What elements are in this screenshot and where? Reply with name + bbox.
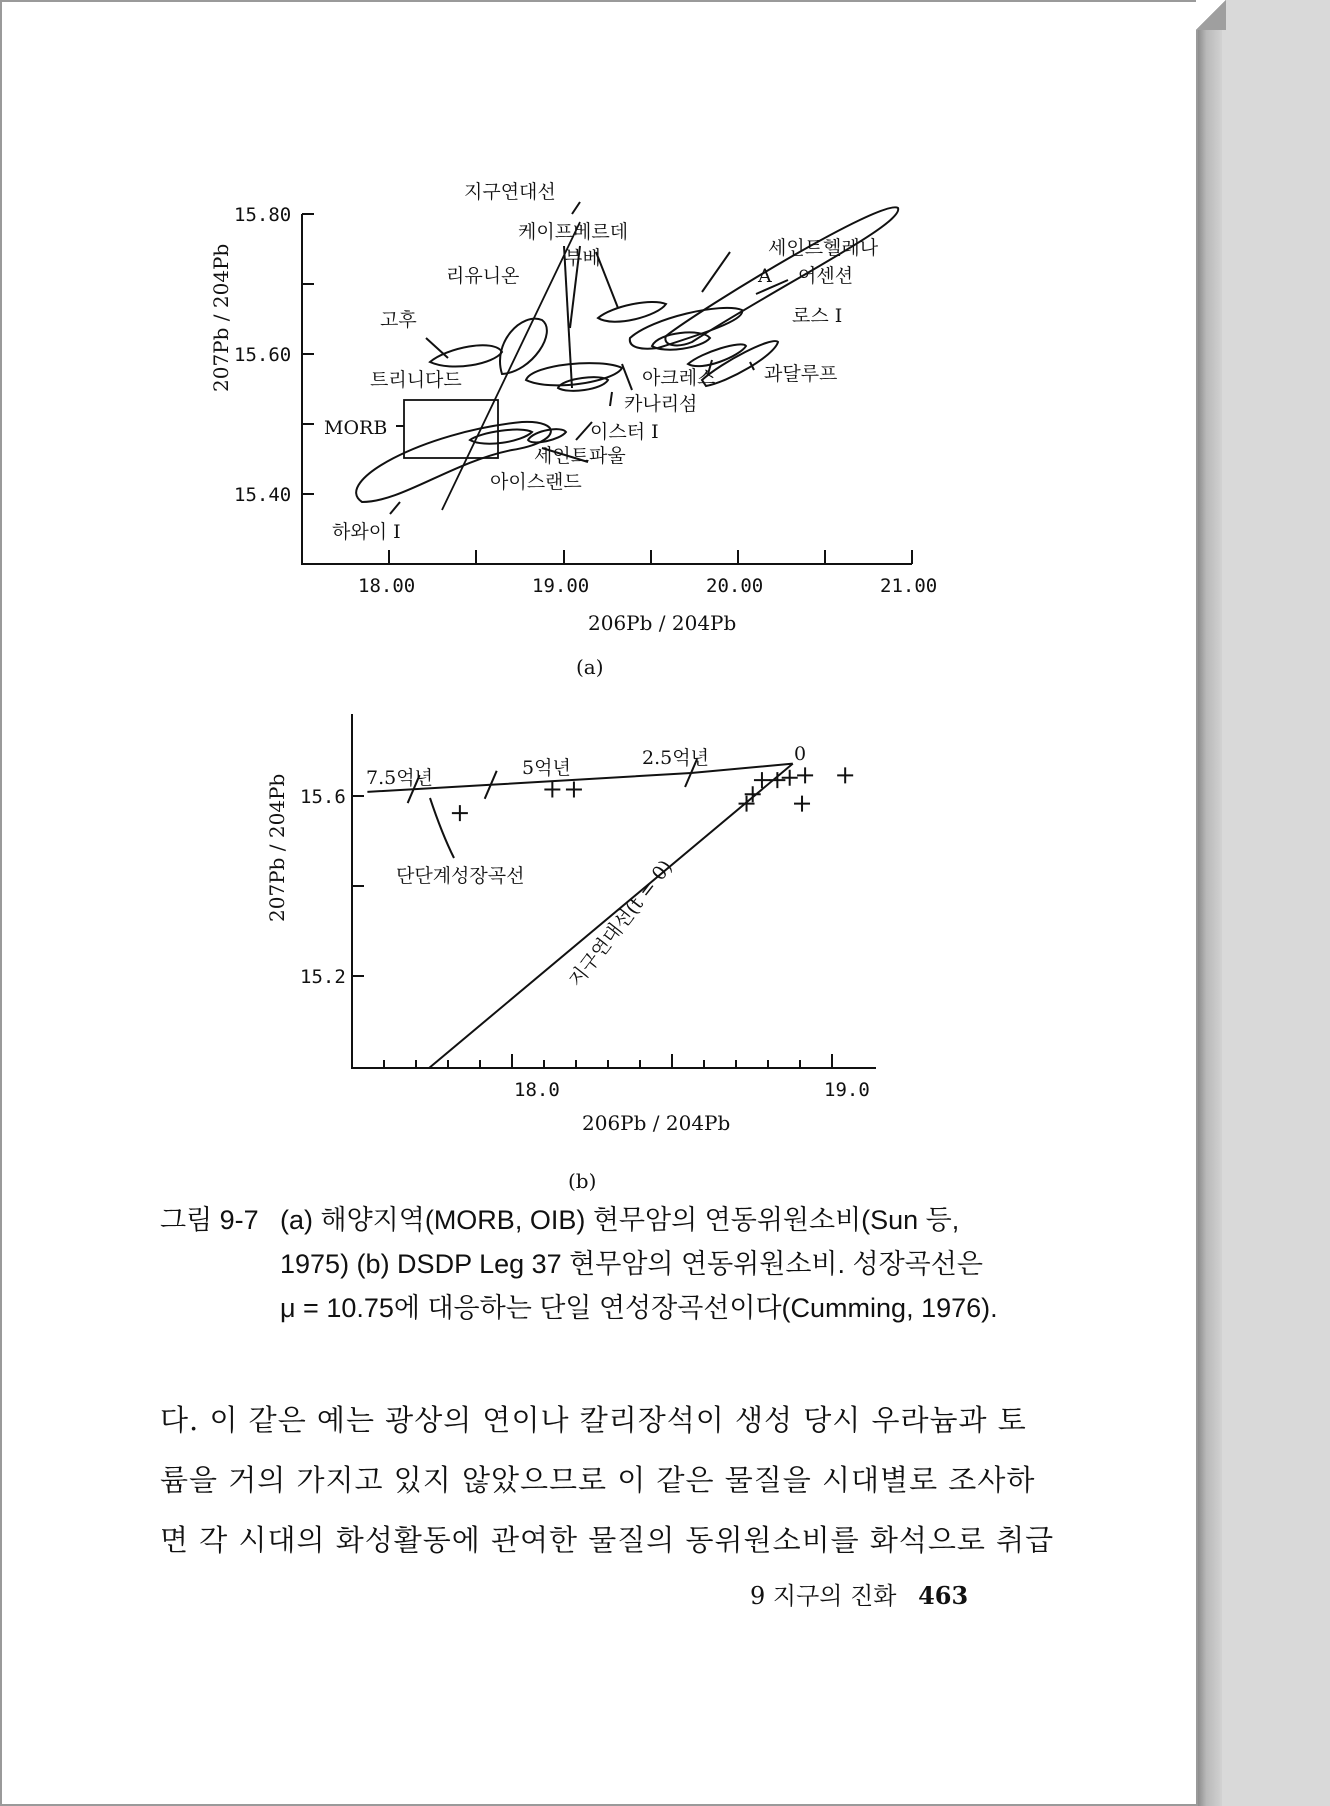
- fig-b-xlabel: 206Pb / 204Pb: [582, 1111, 731, 1135]
- fig-b-annot-750ma: 7.5억년: [366, 767, 433, 789]
- fig-b-panel-label: (b): [568, 1169, 597, 1192]
- caption-body: [280, 1198, 1140, 1330]
- fig-a-ytick-3: 15.40: [234, 484, 292, 506]
- fig-a-xtick-2: 19.00: [532, 575, 590, 597]
- fig-a-label-gough: 고후: [380, 309, 417, 331]
- body-paragraph: [160, 1390, 1055, 1570]
- fig-a-xlabel: 206Pb / 204Pb: [588, 611, 737, 635]
- sample-point: [544, 782, 560, 798]
- fig-a-ytick-2: 15.60: [234, 344, 292, 366]
- fig-a-ylabel: 207Pb / 204Pb: [209, 243, 233, 392]
- fig-a-ytick-1: 15.80: [234, 204, 292, 226]
- fig-a-panel-label: (a): [576, 655, 604, 679]
- body-line: 다. 이 같은 예는 광상의 연이나 칼리장석이 생성 당시 우라늄과 토: [160, 1403, 1027, 1437]
- caption-line: μ = 10.75에 대응하는 단일 연성장곡선이다(Cumming, 1976).: [280, 1293, 998, 1323]
- page-corner-fold: [1196, 0, 1226, 30]
- fig-a-label-guadalupe: 과달루프: [764, 363, 838, 385]
- page-edge-shadow: [1198, 0, 1222, 1806]
- fig-a-annot-a: A: [758, 265, 772, 287]
- figure-number: 그림 9-7: [160, 1205, 259, 1235]
- fig-a-label-reunion: 리유니온: [446, 265, 520, 287]
- fig-a-xtick-4: 21.00: [880, 575, 938, 597]
- fig-a-label-trinidad: 트리니다드: [370, 369, 462, 391]
- figure-b-chart: [2, 692, 1200, 1192]
- fig-a-label-iceland: 아이스랜드: [490, 471, 582, 493]
- fig-b-label-geochron: 지구연대선(t = 0): [564, 855, 677, 992]
- fig-a-label-st-paul: 세인트파울: [534, 445, 626, 467]
- fig-b-annot-250ma: 2.5억년: [642, 747, 709, 769]
- sample-point: [794, 796, 810, 812]
- sample-point: [566, 782, 582, 798]
- geochron-line-b: [429, 764, 793, 1068]
- body-line: 면 각 시대의 화성활동에 관여한 물질의 동위원소비를 화석으로 취급: [160, 1523, 1055, 1557]
- fig-a-label-hawaii: 하와이 I: [332, 521, 401, 543]
- fig-b-label-growth-curve: 단단계성장곡선: [396, 865, 525, 887]
- fig-a-label-bouvet: 부베: [564, 247, 601, 269]
- fig-b-ylabel: 207Pb / 204Pb: [265, 773, 289, 922]
- fig-a-label-morb: MORB: [324, 417, 388, 439]
- fig-b-annot-500ma: 5억년: [522, 757, 571, 779]
- body-line: 륨을 거의 가지고 있지 않았으므로 이 같은 물질을 시대별로 조사하: [160, 1463, 1036, 1497]
- fig-a-label-ascension: 어센션: [798, 265, 854, 287]
- fig-a-label-st-helena: 세인트헬레나: [768, 237, 879, 259]
- page-number: 463: [918, 1581, 969, 1610]
- fig-b-xtick-2: 19.0: [824, 1079, 870, 1101]
- fig-a-xtick-3: 20.00: [706, 575, 764, 597]
- fig-a-label-canary: 카나리섬: [624, 393, 698, 415]
- st-paul-field: [528, 429, 566, 442]
- fig-a-label-azores: 아크레스: [642, 367, 716, 389]
- fig-a-label-cape-verde: 케이프베르데: [518, 221, 629, 243]
- gough-field: [430, 345, 502, 366]
- figure-a-chart: [2, 2, 1200, 692]
- st-helena-field: [665, 207, 898, 345]
- page-footer: [750, 1576, 968, 1611]
- fig-a-label-ross: 로스 I: [792, 305, 843, 327]
- fig-b-xtick-1: 18.0: [514, 1079, 560, 1101]
- sample-point: [452, 805, 468, 821]
- sample-point: [797, 767, 813, 783]
- sample-point: [769, 772, 785, 788]
- fig-b-ytick-2: 15.2: [300, 966, 346, 988]
- fig-a-xtick-1: 18.00: [358, 575, 416, 597]
- fig-b-annot-0: 0: [794, 743, 807, 765]
- reunion-field: [500, 319, 547, 374]
- fig-a-annot-geochron: 지구연대선: [464, 181, 556, 203]
- caption-line: (a) 해양지역(MORB, OIB) 현무암의 연동위원소비(Sun 등,: [280, 1205, 960, 1235]
- sample-point: [837, 767, 853, 783]
- chapter-title: 9 지구의 진화: [750, 1582, 897, 1610]
- bouvet-field: [598, 302, 666, 322]
- ascension-field: [630, 308, 742, 349]
- fig-a-label-easter: 이스터 I: [590, 421, 659, 443]
- morb-field: [404, 400, 498, 458]
- fig-b-ytick-1: 15.6: [300, 786, 346, 808]
- growth-curve-leader: [430, 798, 454, 858]
- caption-line: 1975) (b) DSDP Leg 37 현무암의 연동위원소비. 성장곡선은: [280, 1249, 983, 1279]
